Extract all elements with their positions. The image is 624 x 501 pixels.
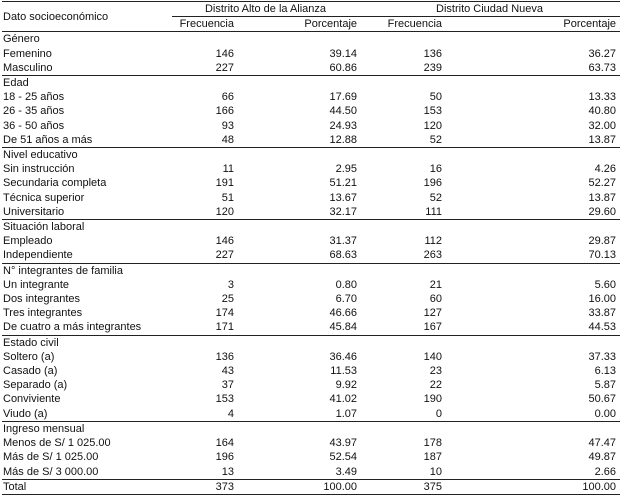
group-title-row xyxy=(2,148,620,163)
group-title: Género xyxy=(2,32,620,47)
frecuencia-2-cell: 21 xyxy=(429,278,443,291)
frecuencia-2-cell: 0 xyxy=(435,407,443,420)
header-district-1: Distrito Alto de la Alianza xyxy=(172,2,359,17)
porcentaje-2-cell: 32.00 xyxy=(588,119,617,132)
porcentaje-1-cell: 46.66 xyxy=(329,307,358,320)
frecuencia-1-cell: 227 xyxy=(215,61,234,74)
porcentaje-2-cell: 63.73 xyxy=(588,61,617,74)
porcentaje-2-cell: 6.13 xyxy=(594,365,617,378)
socioeconomic-table xyxy=(2,1,620,495)
porcentaje-2-cell: 44.53 xyxy=(588,321,617,334)
frecuencia-1-cell: 227 xyxy=(215,249,234,262)
porcentaje-1-cell: 9.92 xyxy=(335,379,358,392)
group-title-row xyxy=(2,76,620,91)
table-row xyxy=(2,90,620,104)
porcentaje-1-cell: 31.37 xyxy=(329,235,358,248)
porcentaje-1-cell: 12.88 xyxy=(329,133,358,146)
porcentaje-1-cell: 17.69 xyxy=(329,91,358,104)
porcentaje-2-cell: 29.87 xyxy=(588,235,617,248)
frecuencia-1-cell: 164 xyxy=(215,437,234,450)
porcentaje-1-cell: 39.14 xyxy=(329,47,358,60)
table-body xyxy=(2,32,620,495)
porcentaje-1-cell: 52.54 xyxy=(329,451,358,464)
row-label: Conviviente xyxy=(3,393,61,406)
porcentaje-2-cell: 13.33 xyxy=(588,91,617,104)
row-label: Soltero (a) xyxy=(3,350,55,363)
frecuencia-2-cell: 50 xyxy=(429,91,443,104)
header-frecuencia-1: Frecuencia xyxy=(172,17,234,32)
porcentaje-1-cell: 3.49 xyxy=(335,465,358,478)
porcentaje-2-cell: 36.27 xyxy=(588,47,617,60)
porcentaje-2-cell: 13.87 xyxy=(588,191,617,204)
table-row xyxy=(2,292,620,306)
frecuencia-2-cell: 112 xyxy=(424,235,443,248)
porcentaje-1-cell: 43.97 xyxy=(329,437,358,450)
frecuencia-2-cell: 178 xyxy=(423,437,443,450)
total-porcentaje-2: 100.00 xyxy=(442,479,620,494)
porcentaje-2-cell: 5.60 xyxy=(594,278,617,291)
header-district-2: Distrito Ciudad Nueva xyxy=(359,2,620,17)
porcentaje-2-cell: 33.87 xyxy=(588,307,617,320)
table-row xyxy=(2,176,620,190)
row-label: De 51 años a más xyxy=(3,133,93,146)
frecuencia-1-cell: 66 xyxy=(221,91,234,104)
porcentaje-1-cell: 51.21 xyxy=(329,177,358,190)
porcentaje-2-cell: 16.00 xyxy=(588,293,617,306)
porcentaje-1-cell: 0.80 xyxy=(335,278,358,291)
porcentaje-1-cell: 68.63 xyxy=(329,249,358,262)
table-row xyxy=(2,119,620,133)
frecuencia-1-cell: 3 xyxy=(227,278,234,291)
porcentaje-2-cell: 47.47 xyxy=(588,437,617,450)
frecuencia-1-cell: 51 xyxy=(221,191,234,204)
frecuencia-2-cell: 196 xyxy=(423,177,443,190)
frecuencia-1-cell: 93 xyxy=(221,119,234,132)
table-row xyxy=(2,320,620,335)
porcentaje-1-cell: 6.70 xyxy=(335,293,358,306)
porcentaje-2-cell: 5.87 xyxy=(594,379,617,392)
table-row xyxy=(2,378,620,392)
frecuencia-1-cell: 136 xyxy=(215,350,234,363)
table-row xyxy=(2,436,620,450)
row-label: Más de S/ 3 000.00 xyxy=(3,465,99,478)
frecuencia-1-cell: 48 xyxy=(221,133,234,146)
group-title-row xyxy=(2,32,620,47)
frecuencia-2-cell: 120 xyxy=(423,119,443,132)
group-title: Estado civil xyxy=(2,335,620,350)
header-porcentaje-1: Porcentaje xyxy=(234,17,359,32)
porcentaje-2-cell: 4.26 xyxy=(594,163,617,176)
group-title: Edad xyxy=(2,76,620,91)
row-label: Empleado xyxy=(3,235,53,248)
porcentaje-2-cell: 29.60 xyxy=(588,205,617,218)
frecuencia-1-cell: 43 xyxy=(221,365,234,378)
table-row xyxy=(2,465,620,480)
frecuencia-1-cell: 146 xyxy=(215,235,234,248)
porcentaje-1-cell: 11.53 xyxy=(330,365,358,378)
total-row xyxy=(2,479,620,494)
group-title: Situación laboral xyxy=(2,220,620,235)
row-label: Más de S/ 1 025.00 xyxy=(3,451,99,464)
group-title-row xyxy=(2,335,620,350)
row-label: Viudo (a) xyxy=(3,407,48,420)
porcentaje-1-cell: 32.17 xyxy=(329,205,358,218)
table-row xyxy=(2,61,620,76)
table-header xyxy=(2,2,620,32)
frecuencia-2-cell: 239 xyxy=(423,61,443,74)
table-row xyxy=(2,234,620,248)
frecuencia-1-cell: 37 xyxy=(221,379,234,392)
group-title: N° integrantes de familia xyxy=(2,263,620,278)
frecuencia-2-cell: 60 xyxy=(429,293,443,306)
row-label: 18 - 25 años xyxy=(3,91,65,104)
frecuencia-2-cell: 167 xyxy=(423,321,443,334)
header-porcentaje-2: Porcentaje xyxy=(442,17,620,32)
table-row xyxy=(2,205,620,220)
row-label: Secundaria completa xyxy=(3,177,107,190)
porcentaje-2-cell: 0.00 xyxy=(594,407,617,420)
frecuencia-2-cell: 140 xyxy=(423,350,443,363)
total-label: Total xyxy=(2,479,172,494)
row-label: 36 - 50 años xyxy=(3,119,65,132)
row-label: Tres integrantes xyxy=(3,307,83,320)
table-row xyxy=(2,133,620,148)
row-label: 26 - 35 años xyxy=(3,105,65,118)
row-label: Dos integrantes xyxy=(3,293,81,306)
frecuencia-2-cell: 127 xyxy=(423,307,443,320)
porcentaje-2-cell: 52.27 xyxy=(588,177,617,190)
table-row xyxy=(2,278,620,292)
table-row xyxy=(2,364,620,378)
frecuencia-1-cell: 196 xyxy=(215,451,234,464)
total-frecuencia-1: 373 xyxy=(172,479,234,494)
table-row xyxy=(2,350,620,364)
frecuencia-1-cell: 120 xyxy=(215,205,234,218)
porcentaje-1-cell: 13.67 xyxy=(329,191,358,204)
porcentaje-2-cell: 40.80 xyxy=(588,105,617,118)
frecuencia-1-cell: 174 xyxy=(215,307,234,320)
frecuencia-2-cell: 153 xyxy=(423,105,443,118)
frecuencia-1-cell: 25 xyxy=(221,293,234,306)
porcentaje-2-cell: 50.67 xyxy=(588,393,617,406)
frecuencia-1-cell: 191 xyxy=(215,177,234,190)
frecuencia-2-cell: 52 xyxy=(429,191,443,204)
row-label: Femenino xyxy=(3,47,52,60)
row-label: Menos de S/ 1 025.00 xyxy=(3,437,111,450)
total-frecuencia-2: 375 xyxy=(359,479,442,494)
row-label: Técnica superior xyxy=(3,191,85,204)
frecuencia-2-cell: 263 xyxy=(423,249,443,262)
porcentaje-1-cell: 60.86 xyxy=(329,61,358,74)
table-row xyxy=(2,407,620,422)
porcentaje-1-cell: 2.95 xyxy=(335,163,358,176)
row-label: Independiente xyxy=(3,249,73,262)
row-label: Separado (a) xyxy=(3,379,68,392)
row-label: Casado (a) xyxy=(3,365,58,378)
frecuencia-2-cell: 111 xyxy=(425,205,443,218)
frecuencia-1-cell: 4 xyxy=(227,407,234,420)
porcentaje-1-cell: 1.07 xyxy=(335,407,358,420)
table-row xyxy=(2,191,620,205)
frecuencia-1-cell: 171 xyxy=(215,321,234,334)
frecuencia-2-cell: 136 xyxy=(423,47,443,60)
row-label: Universitario xyxy=(3,205,65,218)
frecuencia-1-cell: 166 xyxy=(215,105,234,118)
porcentaje-2-cell: 37.33 xyxy=(588,350,617,363)
porcentaje-1-cell: 44.50 xyxy=(329,105,358,118)
frecuencia-2-cell: 52 xyxy=(429,133,443,146)
porcentaje-2-cell: 49.87 xyxy=(588,451,617,464)
porcentaje-1-cell: 41.02 xyxy=(329,393,358,406)
table-row xyxy=(2,392,620,406)
frecuencia-2-cell: 22 xyxy=(429,379,443,392)
table-row xyxy=(2,450,620,464)
porcentaje-1-cell: 24.93 xyxy=(329,119,358,132)
row-label: Masculino xyxy=(3,61,53,74)
table-row xyxy=(2,306,620,320)
frecuencia-1-cell: 153 xyxy=(215,393,234,406)
table-row xyxy=(2,248,620,263)
table-row xyxy=(2,47,620,61)
frecuencia-1-cell: 13 xyxy=(221,465,234,478)
header-dato: Dato socioeconómico xyxy=(2,2,172,32)
table-row xyxy=(2,104,620,118)
frecuencia-2-cell: 23 xyxy=(429,365,443,378)
porcentaje-2-cell: 13.87 xyxy=(588,133,617,146)
group-title-row xyxy=(2,421,620,436)
frecuencia-2-cell: 190 xyxy=(423,393,443,406)
porcentaje-1-cell: 45.84 xyxy=(329,321,358,334)
frecuencia-1-cell: 11 xyxy=(222,163,234,176)
total-porcentaje-1: 100.00 xyxy=(234,479,359,494)
porcentaje-2-cell: 70.13 xyxy=(588,249,617,262)
group-title-row xyxy=(2,263,620,278)
frecuencia-2-cell: 10 xyxy=(429,465,443,478)
row-label: Sin instrucción xyxy=(3,163,75,176)
porcentaje-2-cell: 2.66 xyxy=(594,465,617,478)
group-title-row xyxy=(2,220,620,235)
porcentaje-1-cell: 36.46 xyxy=(329,350,358,363)
frecuencia-1-cell: 146 xyxy=(215,47,234,60)
row-label: Un integrante xyxy=(3,278,70,291)
frecuencia-2-cell: 187 xyxy=(423,451,443,464)
row-label: De cuatro a más integrantes xyxy=(3,321,142,334)
table-row xyxy=(2,162,620,176)
group-title: Nivel educativo xyxy=(2,148,620,163)
frecuencia-2-cell: 16 xyxy=(429,163,443,176)
group-title: Ingreso mensual xyxy=(2,421,620,436)
header-frecuencia-2: Frecuencia xyxy=(359,17,442,32)
